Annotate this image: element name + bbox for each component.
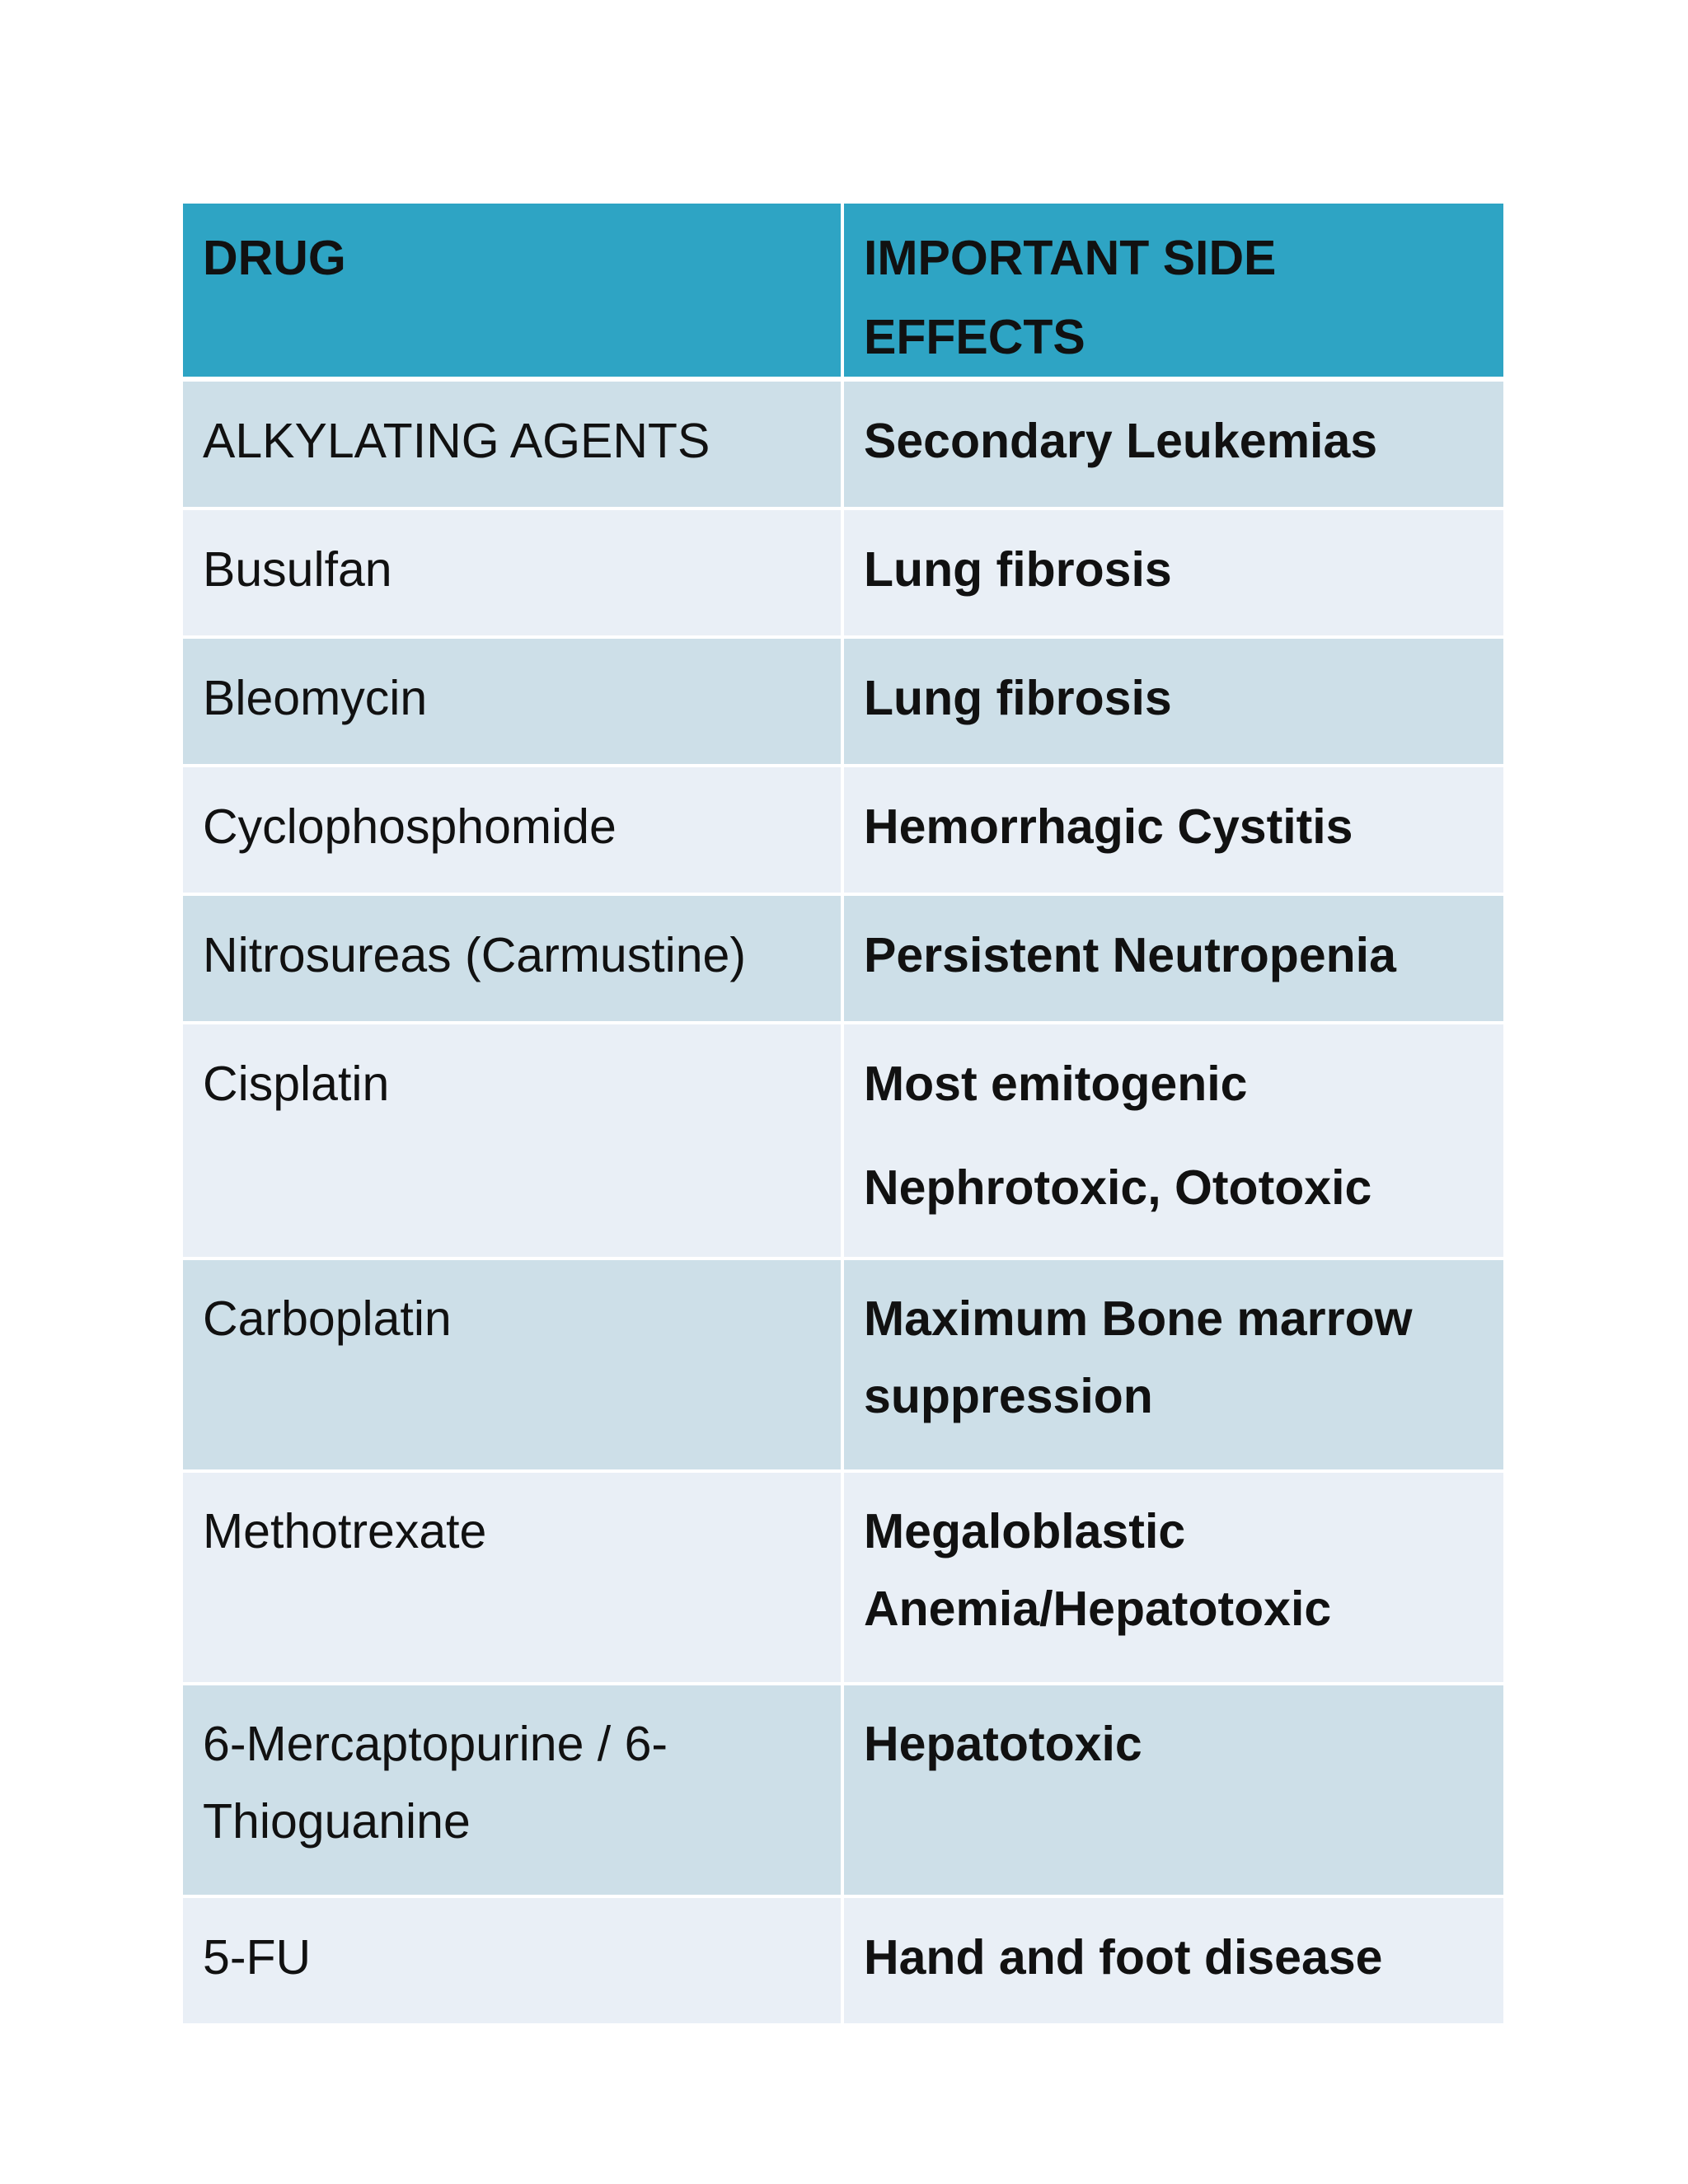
table-header-row (181, 202, 1505, 379)
table-row (181, 1258, 1505, 1471)
drug-cell: Cyclophosphomide (181, 766, 842, 894)
side-effect-cell (842, 1023, 1505, 1258)
side-effect-cell: Persistent Neutropenia (842, 894, 1505, 1023)
side-effect-cell: Hepatotoxic (842, 1684, 1505, 1896)
side-effect-cell: Megaloblastic Anemia/Hepatotoxic (842, 1471, 1505, 1684)
drug-cell: Busulfan (181, 509, 842, 637)
side-effect-cell: Hemorrhagic Cystitis (842, 766, 1505, 894)
drug-cell: Methotrexate (181, 1471, 842, 1684)
side-effect-cell: Lung fibrosis (842, 637, 1505, 766)
side-effect-cell: Secondary Leukemias (842, 379, 1505, 509)
drug-cell: ALKYLATING AGENTS (181, 379, 842, 509)
header-drug: DRUG (181, 202, 842, 379)
drug-cell: 5-FU (181, 1896, 842, 2025)
drug-side-effects-table-container (180, 200, 1503, 2027)
table-row (181, 894, 1505, 1023)
drug-cell: 6-Mercaptopurine / 6-Thioguanine (181, 1684, 842, 1896)
table-row (181, 379, 1505, 509)
drug-cell: Carboplatin (181, 1258, 842, 1471)
side-effect-cell: Maximum Bone marrow suppression (842, 1258, 1505, 1471)
side-effect-cell: Hand and foot disease (842, 1896, 1505, 2025)
table-row (181, 509, 1505, 637)
table-row (181, 1896, 1505, 2025)
side-effect-line: Most emitogenic (864, 1057, 1248, 1111)
drug-side-effects-table (180, 200, 1507, 2027)
table-row (181, 1471, 1505, 1684)
drug-cell: Bleomycin (181, 637, 842, 766)
table-row (181, 1684, 1505, 1896)
table-row (181, 766, 1505, 894)
side-effect-cell: Lung fibrosis (842, 509, 1505, 637)
drug-cell: Nitrosureas (Carmustine) (181, 894, 842, 1023)
header-side-effects: IMPORTANT SIDE EFFECTS (842, 202, 1505, 379)
table-row (181, 637, 1505, 766)
side-effect-line: Nephrotoxic, Ototoxic (864, 1160, 1372, 1215)
drug-cell: Cisplatin (181, 1023, 842, 1258)
table-row (181, 1023, 1505, 1258)
